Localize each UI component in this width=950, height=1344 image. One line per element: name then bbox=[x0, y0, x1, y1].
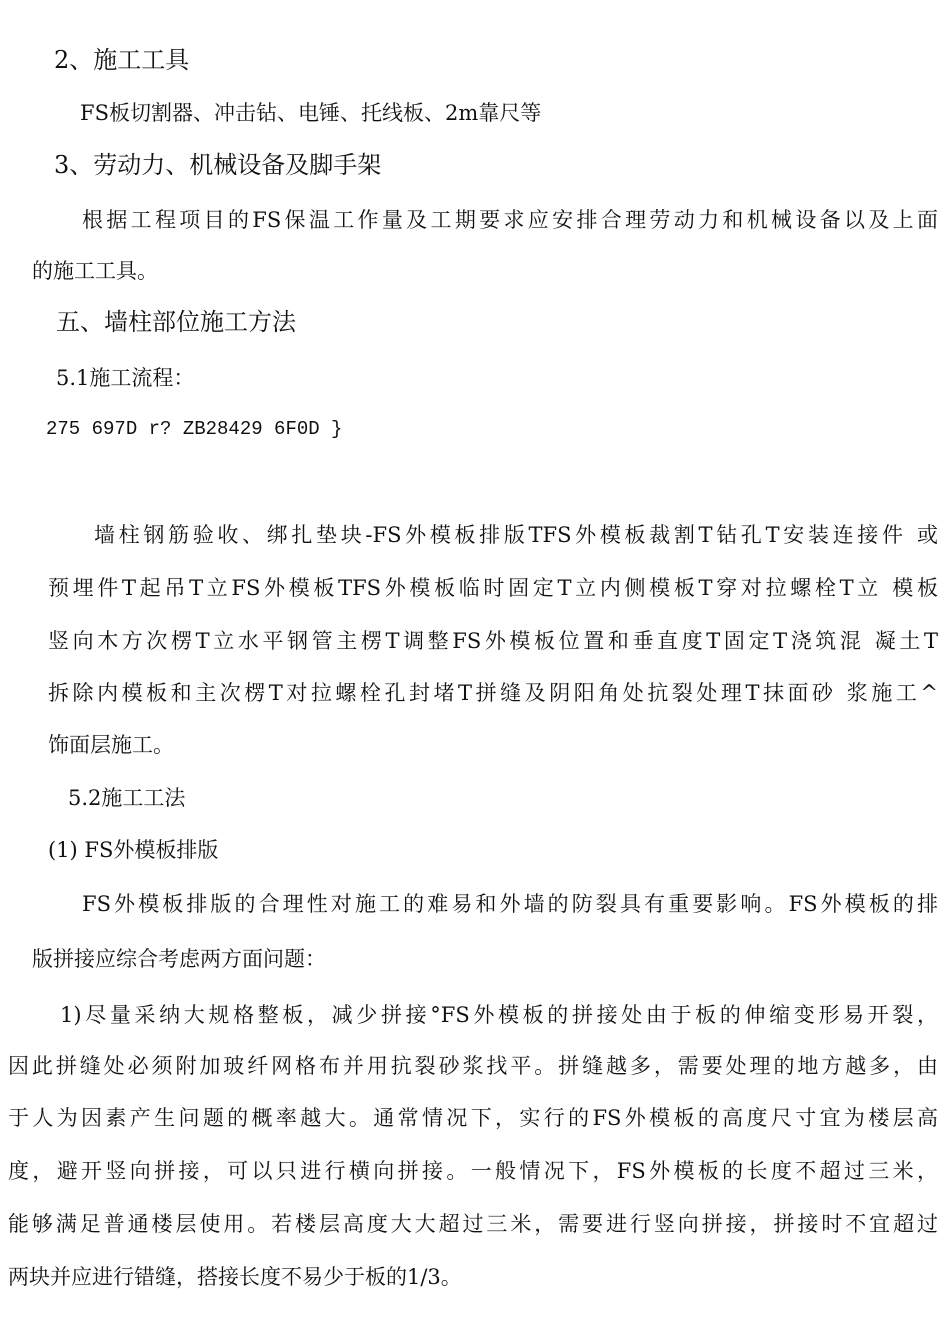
labor-paragraph-line-2: 的施工工具。 bbox=[32, 259, 158, 283]
tools-list: FS板切割器、冲击钻、电锤、托线板、2m靠尺等 bbox=[80, 101, 542, 125]
heading-layout: (1) FS外模板排版 bbox=[48, 838, 219, 862]
heading-section-5: 五、墙柱部位施工方法 bbox=[56, 308, 296, 336]
item-1-line-2: 因此拼缝处必须附加玻纤网格布并用抗裂砂浆找平。拼缝越多，需要处理的地方越多，由 bbox=[8, 1054, 938, 1078]
heading-5-2: 5.2施工工法 bbox=[68, 786, 186, 810]
layout-paragraph-line-1: FS外模板排版的合理性对施工的难易和外墙的防裂具有重要影响。FS外模板的排 bbox=[82, 892, 938, 916]
layout-paragraph-line-2: 版拼接应综合考虑两方面问题： bbox=[32, 947, 326, 971]
item-1-line-6: 两块并应进行错缝，搭接长度不易少于板的1/3。 bbox=[8, 1265, 462, 1289]
flow-line-2: 预埋件T起吊T立FS外模板TFS外模板临时固定T立内侧模板T穿对拉螺栓T立 模板 bbox=[48, 576, 938, 600]
heading-tools: 2、施工工具 bbox=[54, 46, 190, 74]
flow-line-3: 竖向木方次楞T立水平钢管主楞T调整FS外模板位置和垂直度T固定T浇筑混 凝土T bbox=[48, 629, 938, 653]
item-1-line-5: 能够满足普通楼层使用。若楼层高度大大超过三米，需要进行竖向拼接，拼接时不宜超过 bbox=[8, 1212, 938, 1236]
item-1-line-1: 1)尽量采纳大规格整板，减少拼接°FS外模板的拼接处由于板的伸缩变形易开裂， bbox=[60, 1003, 938, 1027]
item-1-line-3: 于人为因素产生问题的概率越大。通常情况下，实行的FS外模板的高度尺寸宜为楼层高 bbox=[8, 1106, 938, 1130]
garbled-code-line: 275 697D r? ZB28429 6F0D } bbox=[46, 418, 343, 440]
item-1-line-4: 度，避开竖向拼接，可以只进行横向拼接。一般情况下，FS外模板的长度不超过三米， bbox=[8, 1159, 938, 1183]
heading-5-1: 5.1施工流程： bbox=[56, 366, 195, 390]
labor-paragraph-line-1: 根据工程项目的FS保温工作量及工期要求应安排合理劳动力和机械设备以及上面 bbox=[82, 208, 938, 232]
heading-labor: 3、劳动力、机械设备及脚手架 bbox=[54, 151, 382, 179]
flow-line-4: 拆除内模板和主次楞T对拉螺栓孔封堵T拼缝及阴阳角处抗裂处理T抹面砂 浆施工^ bbox=[48, 681, 938, 705]
flow-line-1: 墙柱钢筋验收、绑扎垫块-FS外模板排版TFS外模板裁割T钻孔T安装连接件 或 bbox=[94, 523, 938, 547]
flow-line-5: 饰面层施工。 bbox=[48, 733, 174, 757]
